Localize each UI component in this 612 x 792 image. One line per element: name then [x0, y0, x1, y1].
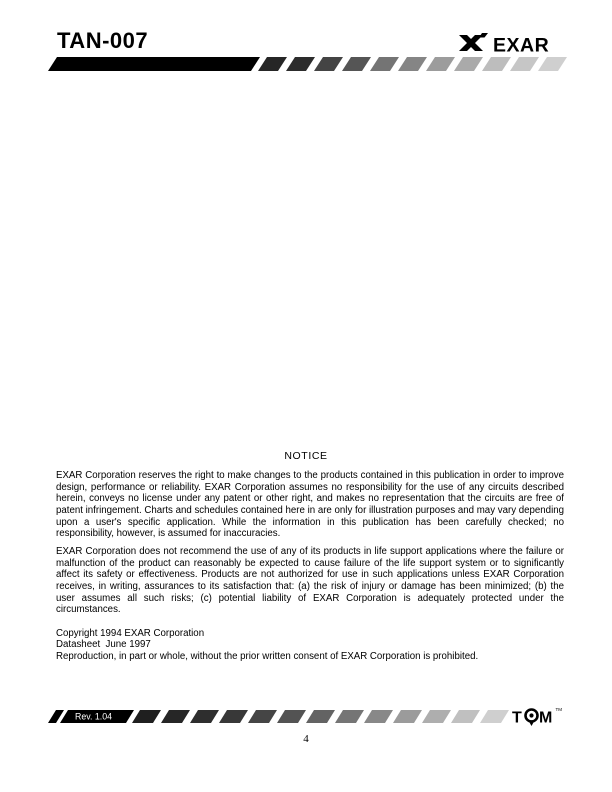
copyright-line: Datasheet June 1997	[56, 639, 151, 651]
tqm-logo	[511, 705, 563, 729]
page-number: 4	[303, 733, 309, 745]
bottom-striped-bar	[48, 710, 510, 723]
notice-paragraph-1: EXAR Corporation reserves the right to make changes to the products contained in this publication in order to improve design, performance or reliability. EXAR Corporation assumes no responsibility for the use of any circuits described herein, conveys no license under any patent or other right, and makes no representation that the circuits are free of patent infringement. Charts and schedules contained here in are only for illustration purposes and may vary depending upon a user's specific application. While the information in this publication has been carefully checked; no responsibility, however, is assumed for inaccuracies.	[56, 470, 564, 540]
tqm-trademark: TM	[555, 707, 562, 712]
exar-logo	[456, 30, 562, 56]
copyright-line: Copyright 1994 EXAR Corporation	[56, 628, 205, 639]
doc-number: TAN-007	[57, 28, 149, 53]
notice-paragraph-2: EXAR Corporation does not recommend the use of any of its products in life support applications where the failure or malfunction of the product can reasonably be expected to cause failure of the life support system or to significantly affect its safety or effectiveness. Products are not authorized for use in such applications unless EXAR Corporation receives, in writing, assurances to its satisfaction that: (a) the risk of injury or damage has been minimized; (b) the user assumes all such risks; (c) potential liability of EXAR Corporation is adequately protected under the circumstances.	[56, 546, 564, 616]
tqm-letter-t: T	[512, 709, 522, 727]
revision-label: Rev. 1.04	[75, 711, 112, 722]
top-striped-bar	[48, 57, 568, 71]
tqm-letter-m: M	[539, 709, 553, 727]
exar-x-icon	[459, 33, 488, 51]
exar-logo-text: EXAR	[493, 34, 550, 56]
copyright-block	[56, 628, 564, 662]
copyright-line: Reproduction, in part or whole, without the prior written consent of EXAR Corporation is prohibited.	[56, 650, 479, 662]
notice-title: NOTICE	[284, 450, 328, 462]
tqm-q-icon	[526, 710, 538, 727]
